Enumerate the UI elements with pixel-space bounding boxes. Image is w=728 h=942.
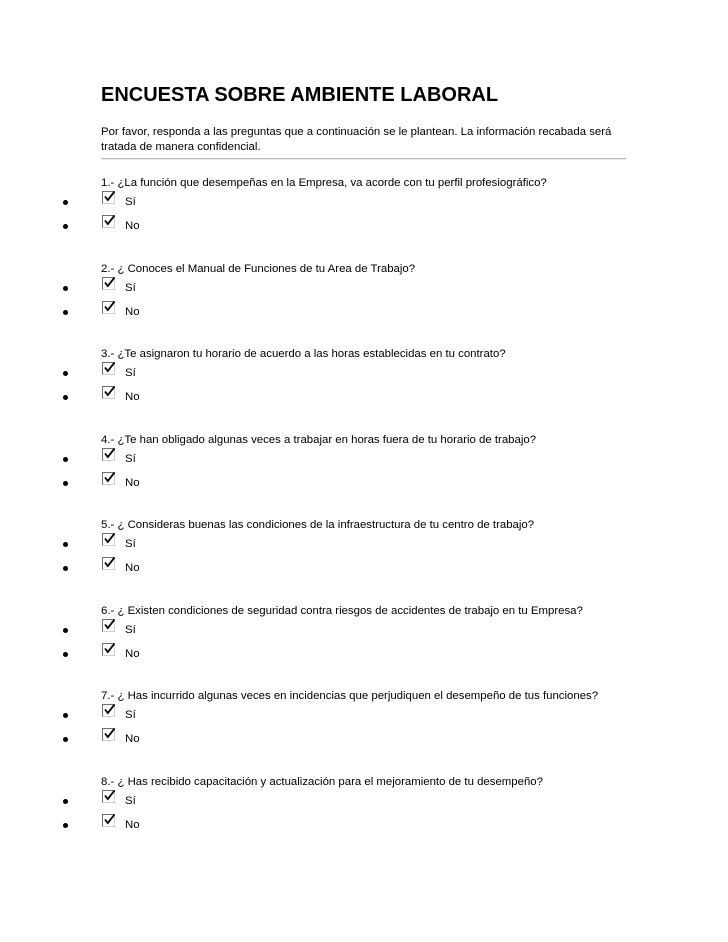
question-text: 2.- ¿ Conoces el Manual de Funciones de tu Area de Trabajo? xyxy=(101,263,416,275)
bullet-icon xyxy=(63,737,68,742)
question-8 xyxy=(101,776,701,856)
bullet-icon xyxy=(63,371,68,376)
checkbox-checked-icon[interactable] xyxy=(102,533,115,546)
bullet-icon xyxy=(63,713,68,718)
option-label: Sí xyxy=(125,709,136,721)
bullet-icon xyxy=(63,224,68,229)
option-yes[interactable] xyxy=(63,277,183,297)
option-label: No xyxy=(125,391,140,403)
option-yes[interactable] xyxy=(63,704,183,724)
checkbox-checked-icon[interactable] xyxy=(102,215,115,228)
option-yes[interactable] xyxy=(63,533,183,553)
option-no[interactable] xyxy=(63,215,183,235)
option-label: Sí xyxy=(125,453,136,465)
question-2 xyxy=(101,263,701,343)
checkbox-checked-icon[interactable] xyxy=(102,277,115,290)
option-no[interactable] xyxy=(63,301,183,321)
option-no[interactable] xyxy=(63,557,183,577)
bullet-icon xyxy=(63,652,68,657)
option-yes[interactable] xyxy=(63,790,183,810)
question-5 xyxy=(101,519,701,599)
bullet-icon xyxy=(63,457,68,462)
bullet-icon xyxy=(63,481,68,486)
option-label: No xyxy=(125,648,140,660)
checkbox-checked-icon[interactable] xyxy=(102,386,115,399)
option-no[interactable] xyxy=(63,728,183,748)
bullet-icon xyxy=(63,799,68,804)
option-label: Sí xyxy=(125,538,136,550)
checkbox-checked-icon[interactable] xyxy=(102,728,115,741)
checkbox-checked-icon[interactable] xyxy=(102,790,115,803)
checkbox-checked-icon[interactable] xyxy=(102,472,115,485)
checkbox-checked-icon[interactable] xyxy=(102,814,115,827)
option-yes[interactable] xyxy=(63,191,183,211)
option-label: No xyxy=(125,477,140,489)
option-no[interactable] xyxy=(63,472,183,492)
question-text: 7.- ¿ Has incurrido algunas veces en incidencias que perjudiquen el desempeño de tus funciones? xyxy=(101,690,599,702)
checkbox-checked-icon[interactable] xyxy=(102,704,115,717)
checkbox-checked-icon[interactable] xyxy=(102,448,115,461)
checkbox-checked-icon[interactable] xyxy=(102,191,115,204)
option-no[interactable] xyxy=(63,643,183,663)
option-label: No xyxy=(125,733,140,745)
option-label: No xyxy=(125,220,140,232)
option-label: No xyxy=(125,562,140,574)
bullet-icon xyxy=(63,395,68,400)
question-text: 5.- ¿ Consideras buenas las condiciones de la infraestructura de tu centro de trabajo? xyxy=(101,519,535,531)
bullet-icon xyxy=(63,628,68,633)
bullet-icon xyxy=(63,823,68,828)
option-label: Sí xyxy=(125,795,136,807)
checkbox-checked-icon[interactable] xyxy=(102,301,115,314)
option-label: Sí xyxy=(125,196,136,208)
question-text: 3.- ¿Te asignaron tu horario de acuerdo a las horas establecidas en tu contrato? xyxy=(101,348,506,360)
question-text: 8.- ¿ Has recibido capacitación y actualización para el mejoramiento de tu desempeño? xyxy=(101,776,543,788)
checkbox-checked-icon[interactable] xyxy=(102,619,115,632)
option-yes[interactable] xyxy=(63,362,183,382)
divider xyxy=(101,158,626,160)
bullet-icon xyxy=(63,310,68,315)
option-no[interactable] xyxy=(63,386,183,406)
question-3 xyxy=(101,348,701,428)
question-7 xyxy=(101,690,701,770)
question-text: 1.- ¿La función que desempeñas en la Empresa, va acorde con tu perfil profesiográfico? xyxy=(101,177,547,189)
checkbox-checked-icon[interactable] xyxy=(102,362,115,375)
option-yes[interactable] xyxy=(63,448,183,468)
bullet-icon xyxy=(63,200,68,205)
intro-text: Por favor, responda a las preguntas que a continuación se le plantean. La información recabada será tratada de manera confidencial. xyxy=(101,126,612,153)
option-yes[interactable] xyxy=(63,619,183,639)
option-label: Sí xyxy=(125,282,136,294)
question-1 xyxy=(101,177,701,257)
option-label: Sí xyxy=(125,624,136,636)
checkbox-checked-icon[interactable] xyxy=(102,643,115,656)
page-title: ENCUESTA SOBRE AMBIENTE LABORAL xyxy=(101,84,499,106)
checkbox-checked-icon[interactable] xyxy=(102,557,115,570)
question-4 xyxy=(101,434,701,514)
option-label: No xyxy=(125,819,140,831)
option-no[interactable] xyxy=(63,814,183,834)
question-text: 4.- ¿Te han obligado algunas veces a trabajar en horas fuera de tu horario de trabajo? xyxy=(101,434,537,446)
option-label: Sí xyxy=(125,367,136,379)
bullet-icon xyxy=(63,566,68,571)
bullet-icon xyxy=(63,542,68,547)
question-text: 6.- ¿ Existen condiciones de seguridad contra riesgos de accidentes de trabajo en tu Empresa? xyxy=(101,605,583,617)
bullet-icon xyxy=(63,286,68,291)
question-6 xyxy=(101,605,701,685)
option-label: No xyxy=(125,306,140,318)
